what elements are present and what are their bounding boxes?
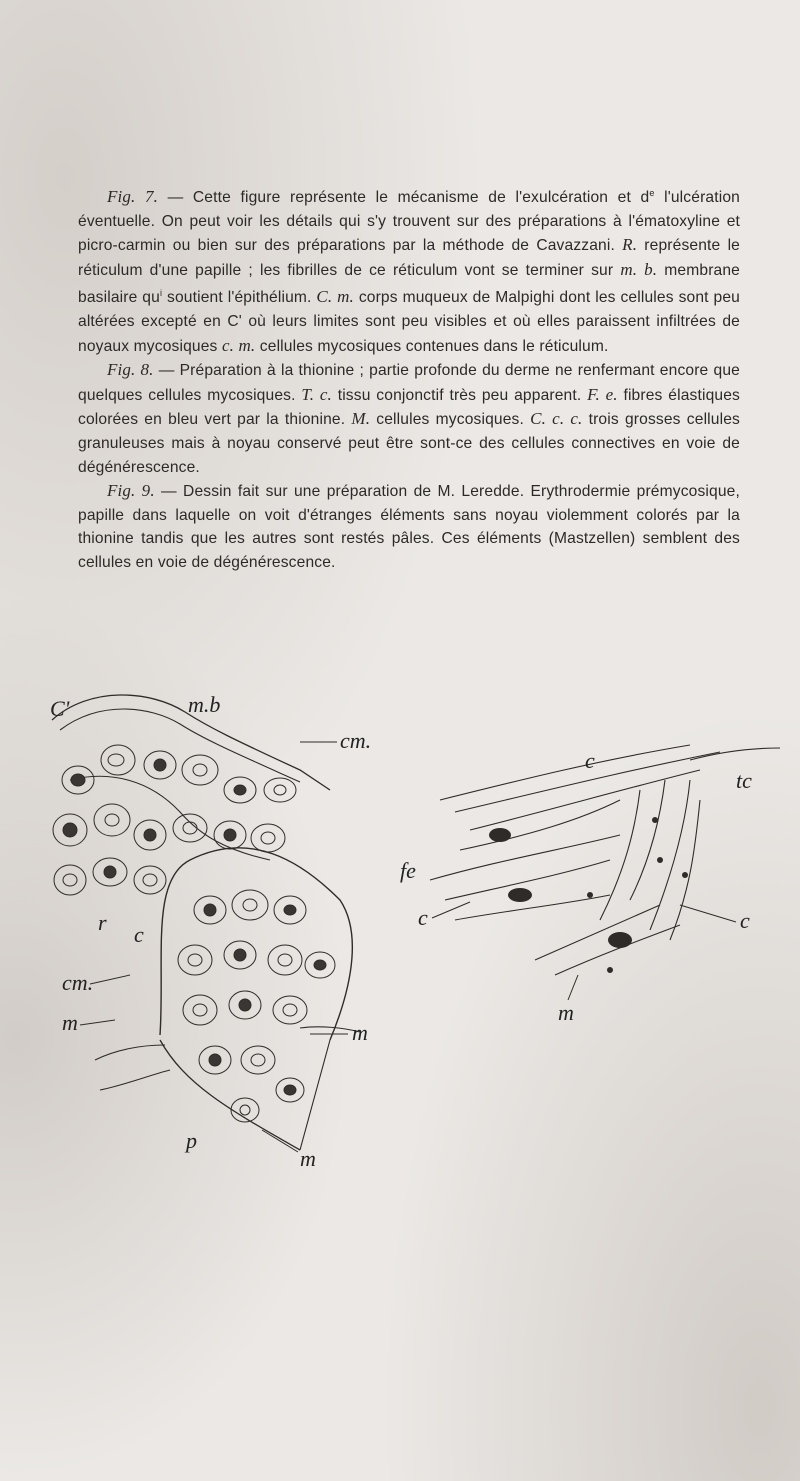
fig8-label: Fig. 8. — [107, 360, 154, 380]
label-m-right-figure: m — [558, 1000, 574, 1025]
fig8-m: M. — [351, 409, 371, 429]
fig7-text-5: soutient l'épithélium. — [162, 289, 317, 307]
left-figure-labels — [50, 692, 371, 1171]
label-p: p — [186, 1128, 197, 1153]
label-m-right: m — [352, 1020, 368, 1045]
fig7-label: Fig. 7. — [107, 187, 158, 206]
label-fe: fe — [400, 858, 416, 883]
fig8-text-5: trois grosses cellules granuleuses mais à noyau conservé peut être sont-ce des cellules connectives en voie de dégénérescence. — [78, 411, 740, 476]
fig8-tc: T. c. — [301, 384, 332, 404]
label-m-bottom: m — [300, 1146, 316, 1171]
fig7-text-1: — Cette figure représente le mécanisme de l'exulcération et d — [158, 189, 650, 206]
fig7-cm2: c. m. — [221, 335, 256, 355]
fig7-text-2: l'ulcération éventuelle. On peut voir les détails qui s'y trouvent sur des préparations à l'ématoxyline et picro-carmin ou bien sur des préparations par la méthode de Cavazzani. — [78, 189, 740, 255]
leader-cm-left — [90, 975, 130, 984]
fig7-cm1: C. m. — [316, 287, 354, 307]
left-cells — [53, 745, 335, 1122]
label-c-right: c — [740, 908, 750, 933]
fig8-text-3: fibres élastiques colorées en bleu vert par la thionine. — [78, 386, 740, 429]
label-tc: tc — [736, 768, 752, 793]
label-c: c — [134, 922, 144, 947]
fig9-text-1: — Dessin fait sur une préparation de M. Leredde. Erythrodermie prémycosique, papille dans laquelle on voit d'étranges éléments sans noyau violemment colorés par la thionine tandis que les autres sont restés pâles. Ces éléments (Mastzellen) semblent des cellules en voie de dégénérescence. — [78, 483, 740, 571]
label-cm-left: cm. — [62, 970, 94, 995]
leader-c-right — [680, 905, 736, 922]
fig7-mb: m. b. — [620, 259, 658, 279]
label-mb: m.b — [188, 692, 221, 717]
fig7-text-3: représente le réticulum d'une papille ; les fibrilles de ce réticulum vont se terminer sur — [78, 237, 741, 279]
leader-m-left — [80, 1020, 115, 1025]
fig7-r: R. — [622, 235, 638, 255]
fig8-text-2: tissu conjonctif très peu apparent. — [331, 386, 588, 404]
right-cells — [489, 817, 688, 973]
fig7-text-4: membrane basilaire qu — [78, 261, 741, 307]
label-c-prime: C' — [50, 696, 70, 721]
leader-m-right-figure — [568, 975, 578, 1000]
fig8-text-4: cellules mycosiques. — [370, 411, 531, 429]
label-m-left: m — [62, 1010, 78, 1035]
fig7-text-7: cellules mycosiques contenues dans le réticulum. — [255, 337, 609, 355]
fig7-sup-e: e — [649, 188, 655, 198]
fig7-sup-i: i — [159, 288, 163, 299]
fig8-fe: F. e. — [587, 384, 618, 404]
leader-c-left — [432, 902, 470, 918]
right-histology-drawing — [430, 745, 780, 975]
fig7-text-6: corps muqueux de Malpighi dont les cellules sont peu altérées excepté en C' où leurs limites sont peu visibles et où elles paraissent infiltrées de noyaux mycosiques — [78, 289, 740, 355]
fig8-ccc: C. c. c. — [530, 409, 583, 429]
label-c-top: c — [585, 748, 595, 773]
fig8-text-1: — Préparation à la thionine ; partie profonde du derme ne renfermant encore que quelques cellules mycosiques. — [78, 362, 740, 404]
label-c-left: c — [418, 905, 428, 930]
label-cm-top: cm. — [340, 728, 372, 753]
label-r: r — [98, 910, 107, 935]
fig9-label: Fig. 9. — [107, 481, 155, 501]
right-figure-labels — [400, 748, 752, 1025]
leader-m-bottom — [262, 1130, 298, 1152]
